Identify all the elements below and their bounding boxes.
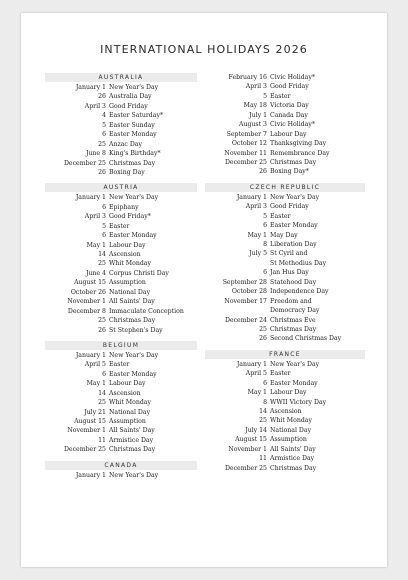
holiday-name: Easter Saturday* (109, 112, 164, 120)
holiday-date: 5 (263, 212, 267, 220)
country-header: FRANCE (205, 350, 365, 359)
holiday-date: December 24 (224, 316, 267, 324)
holiday-date: July 21 (84, 408, 106, 416)
holiday-date: November 11 (224, 149, 267, 157)
holiday-name: Assumption (270, 436, 307, 444)
holiday-row (45, 316, 197, 325)
holiday-name: New Year's Day (109, 471, 159, 479)
holiday-date: October 26 (70, 288, 106, 296)
holiday-date: November 17 (224, 297, 267, 305)
holiday-date: May 1 (86, 380, 106, 388)
holiday-name: Labour Day (270, 130, 307, 138)
holiday-name: Easter (109, 361, 130, 369)
holiday-name: Easter Monday (270, 379, 318, 387)
holiday-date: 5 (263, 92, 267, 100)
holiday-date: 26 (259, 168, 267, 176)
holiday-row (45, 168, 197, 177)
holiday-date: May 1 (86, 241, 106, 249)
holiday-name: Easter Monday (270, 222, 318, 230)
holiday-row (45, 159, 197, 168)
holiday-name: Second Christmas Day (270, 335, 342, 343)
holiday-name: Good Friday* (109, 213, 151, 221)
holiday-name: Corpus Christi Day (109, 269, 169, 277)
holiday-row (45, 471, 197, 480)
holiday-name: Easter (270, 92, 291, 100)
holiday-row (45, 417, 197, 426)
holiday-row (205, 167, 365, 176)
holiday-row (45, 111, 197, 120)
holiday-date: 26 (98, 93, 106, 101)
holiday-row (205, 158, 365, 167)
holiday-row (205, 111, 365, 120)
holiday-row (205, 202, 365, 211)
holiday-name: Easter Monday (109, 131, 157, 139)
holiday-date: 4 (102, 112, 106, 120)
holiday-row (45, 278, 197, 287)
holiday-name: Ascension (270, 408, 302, 415)
holiday-row (45, 326, 197, 335)
holiday-date: 6 (102, 203, 106, 211)
holiday-date: April 3 (245, 203, 267, 211)
holiday-date: November 1 (228, 445, 267, 453)
holiday-row (45, 241, 197, 250)
holiday-row (45, 83, 197, 92)
holiday-date: July 1 (249, 111, 267, 119)
holiday-name: Democracy Day (270, 307, 320, 315)
holiday-name: St Cyril and (270, 250, 308, 258)
holiday-name: Easter (270, 212, 291, 220)
holiday-date: 5 (102, 222, 106, 230)
holiday-date: January 1 (75, 351, 106, 359)
holiday-row (45, 250, 197, 259)
holiday-date: April 5 (245, 370, 267, 378)
holiday-name: Liberation Day (270, 241, 317, 248)
holiday-row (45, 231, 197, 240)
holiday-date: 14 (98, 251, 106, 258)
holiday-row (45, 370, 197, 379)
left-column (45, 73, 197, 480)
holiday-name: Remembrance Day (270, 149, 330, 157)
holiday-date: April 3 (84, 102, 106, 110)
holiday-name: National Day (109, 408, 151, 416)
holiday-row (205, 379, 365, 388)
holiday-row (45, 379, 197, 388)
holiday-date: 14 (98, 389, 106, 397)
holiday-name: Christmas Day (270, 158, 317, 166)
holiday-row (45, 408, 197, 417)
holiday-row (205, 149, 365, 158)
holiday-name: WWII Victory Day (270, 398, 327, 406)
country-section (205, 73, 365, 177)
holiday-row (45, 360, 197, 369)
holiday-row (205, 287, 365, 296)
holiday-date: December 25 (63, 446, 106, 454)
holiday-name: Easter (109, 222, 130, 230)
holiday-date: January 1 (236, 193, 267, 201)
holiday-date: 26 (98, 168, 106, 176)
holiday-name: New Year's Day (270, 360, 320, 368)
holiday-row (205, 212, 365, 221)
holiday-row (45, 269, 197, 278)
country-header: CZECH REPUBLIC (205, 183, 365, 192)
holiday-name: Easter Sunday (109, 121, 155, 129)
holiday-date: September 7 (226, 130, 267, 138)
holiday-date: 26 (259, 335, 267, 343)
holiday-date: October 12 (231, 140, 267, 148)
holiday-row (205, 407, 365, 416)
holiday-name: Ascension (109, 251, 141, 258)
holiday-row (205, 120, 365, 129)
holiday-name: May Day (270, 231, 298, 239)
holiday-date: May 1 (247, 231, 267, 239)
holiday-name: Thanksgiving Day (270, 140, 327, 148)
holiday-date: 5 (102, 121, 106, 129)
holiday-date: 25 (259, 417, 267, 425)
holiday-row (45, 351, 197, 360)
holiday-name: Assumption (109, 279, 146, 287)
holiday-row (45, 130, 197, 139)
holiday-row (205, 139, 365, 148)
holiday-date: 8 (263, 398, 267, 406)
holiday-row (45, 426, 197, 435)
holiday-date: April 3 (245, 83, 267, 91)
holiday-name: New Year's Day (109, 351, 159, 359)
holiday-date: 8 (263, 241, 267, 248)
holiday-date: April 3 (84, 213, 106, 221)
holiday-row (45, 212, 197, 221)
holiday-row (205, 445, 365, 454)
holiday-row (205, 306, 365, 315)
holiday-name: Labour Day (109, 241, 146, 249)
holiday-date: 25 (98, 260, 106, 268)
holiday-name: Easter (270, 370, 291, 378)
holiday-date (205, 259, 267, 268)
holiday-row (205, 426, 365, 435)
holiday-row (205, 259, 365, 268)
holiday-name: Victoria Day (270, 102, 309, 110)
holiday-date: November 1 (67, 298, 106, 306)
holiday-name: Easter Monday (109, 232, 157, 240)
holiday-name: St Methodius Day (270, 259, 327, 267)
holiday-date: August 15 (74, 279, 106, 287)
holiday-row (45, 149, 197, 158)
holiday-name: Whit Monday (109, 399, 151, 407)
holiday-row (205, 325, 365, 334)
country-header: AUSTRALIA (45, 73, 197, 82)
country-section (205, 350, 365, 473)
holiday-name: Civic Holiday* (270, 121, 315, 129)
holiday-date: May 1 (247, 389, 267, 397)
holiday-name: Christmas Day (109, 446, 156, 454)
holiday-row (205, 398, 365, 407)
holiday-name: All Saints' Day (270, 445, 316, 453)
country-header: BELGIUM (45, 341, 197, 350)
holiday-row (205, 231, 365, 240)
country-header: CANADA (45, 461, 197, 470)
holiday-date: 6 (263, 222, 267, 230)
holiday-date: December 25 (63, 159, 106, 167)
holiday-name: Whit Monday (270, 417, 312, 425)
holiday-page (21, 13, 387, 567)
holiday-date: 25 (98, 140, 106, 148)
holiday-name: Immaculate Conception (109, 307, 184, 315)
holiday-row (205, 92, 365, 101)
holiday-row (205, 360, 365, 369)
holiday-row (205, 73, 365, 82)
holiday-row (205, 101, 365, 110)
holiday-name: Assumption (109, 418, 146, 425)
holiday-name: Freedom and (270, 297, 312, 305)
holiday-date: August 15 (74, 418, 106, 425)
holiday-row (205, 268, 365, 277)
holiday-row (205, 193, 365, 202)
holiday-name: Boxing Day* (270, 168, 309, 176)
right-column (205, 73, 365, 473)
holiday-date: December 8 (67, 307, 106, 315)
holiday-row (205, 464, 365, 473)
holiday-date: June 4 (85, 269, 106, 277)
holiday-date: May 18 (243, 102, 267, 110)
holiday-row (205, 454, 365, 463)
holiday-date: June 8 (85, 150, 106, 158)
holiday-row (45, 445, 197, 454)
holiday-name: Good Friday (270, 83, 309, 91)
holiday-date: 6 (263, 379, 267, 387)
holiday-date: 6 (102, 232, 106, 240)
holiday-row (205, 388, 365, 397)
holiday-name: New Year's Day (109, 194, 159, 202)
holiday-row (45, 140, 197, 149)
holiday-date: September 28 (222, 278, 267, 286)
holiday-row (45, 222, 197, 231)
holiday-name: Christmas Day (270, 325, 317, 333)
holiday-row (205, 416, 365, 425)
holiday-row (205, 334, 365, 343)
holiday-name: St Stephen's Day (109, 326, 163, 334)
holiday-row (205, 297, 365, 306)
holiday-name: Armistice Day (109, 436, 154, 444)
holiday-row (45, 259, 197, 268)
holiday-date: December 25 (224, 158, 267, 166)
holiday-row (45, 436, 197, 445)
holiday-row (45, 102, 197, 111)
holiday-name: King's Birthday* (109, 150, 161, 158)
holiday-date: October 28 (231, 288, 267, 296)
holiday-name: Boxing Day (109, 168, 145, 176)
holiday-name: Christmas Day (109, 317, 156, 325)
holiday-date: 11 (98, 436, 106, 444)
holiday-date: July 5 (249, 250, 267, 258)
holiday-row (205, 130, 365, 139)
holiday-name: Easter Monday (109, 370, 157, 378)
holiday-date: July 14 (245, 426, 267, 434)
holiday-name: New Year's Day (270, 193, 320, 201)
holiday-date: August 15 (235, 436, 267, 444)
holiday-name: New Year's Day (109, 84, 159, 91)
holiday-row (45, 92, 197, 101)
holiday-name: Anzac Day (109, 140, 142, 148)
holiday-name: Jan Hus Day (270, 269, 309, 277)
holiday-name: Christmas Day (109, 159, 156, 167)
holiday-date: 6 (102, 370, 106, 378)
holiday-name: Epiphany (109, 203, 139, 211)
holiday-date: January 1 (75, 84, 106, 91)
country-header: AUSTRIA (45, 183, 197, 192)
holiday-name: Civic Holiday* (270, 74, 315, 81)
holiday-name: National Day (270, 426, 312, 434)
country-section (45, 341, 197, 455)
holiday-name: Armistice Day (270, 455, 315, 463)
holiday-date: January 1 (236, 360, 267, 368)
holiday-date: 6 (263, 269, 267, 277)
holiday-row (205, 221, 365, 230)
holiday-name: National Day (109, 288, 151, 296)
holiday-row (45, 389, 197, 398)
holiday-date: 25 (98, 317, 106, 325)
holiday-name: Good Friday (109, 102, 148, 110)
holiday-row (45, 193, 197, 202)
holiday-row (205, 249, 365, 258)
holiday-name: All Saints' Day (109, 427, 155, 435)
holiday-row (205, 435, 365, 444)
country-section (205, 183, 365, 344)
page-title: INTERNATIONAL HOLIDAYS 2026 (100, 43, 308, 56)
holiday-date: April 5 (84, 361, 106, 369)
holiday-date: January 1 (75, 471, 106, 479)
holiday-date: January 1 (75, 194, 106, 202)
holiday-date: 6 (102, 131, 106, 139)
holiday-row (45, 121, 197, 130)
holiday-name: Good Friday (270, 203, 309, 211)
holiday-name: Statehood Day (270, 278, 317, 286)
holiday-date: February 16 (228, 74, 267, 81)
holiday-date: November 1 (67, 427, 106, 435)
holiday-name: Ascension (109, 389, 141, 397)
holiday-date: 14 (259, 408, 267, 415)
holiday-date: August 3 (239, 121, 267, 129)
holiday-row (205, 369, 365, 378)
holiday-name: Canada Day (270, 111, 308, 119)
holiday-date: 25 (98, 399, 106, 407)
holiday-date: 11 (259, 455, 267, 463)
holiday-row (45, 398, 197, 407)
holiday-date: 25 (259, 325, 267, 333)
holiday-row (45, 297, 197, 306)
holiday-date: 26 (98, 326, 106, 334)
holiday-row (45, 203, 197, 212)
country-section (45, 461, 197, 480)
country-section (45, 73, 197, 177)
country-section (45, 183, 197, 335)
holiday-row (45, 307, 197, 316)
holiday-date (205, 306, 267, 315)
holiday-row (205, 240, 365, 249)
holiday-row (205, 278, 365, 287)
holiday-name: Christmas Day (270, 464, 317, 472)
holiday-name: Whit Monday (109, 260, 151, 268)
holiday-name: Labour Day (270, 389, 307, 397)
holiday-name: Christmas Eve (270, 316, 316, 324)
holiday-row (205, 82, 365, 91)
holiday-name: All Saints' Day (109, 298, 155, 306)
holiday-row (45, 288, 197, 297)
holiday-date: December 25 (224, 464, 267, 472)
holiday-row (205, 316, 365, 325)
holiday-name: Independence Day (270, 288, 329, 296)
holiday-name: Labour Day (109, 380, 146, 388)
holiday-name: Australia Day (109, 93, 152, 101)
